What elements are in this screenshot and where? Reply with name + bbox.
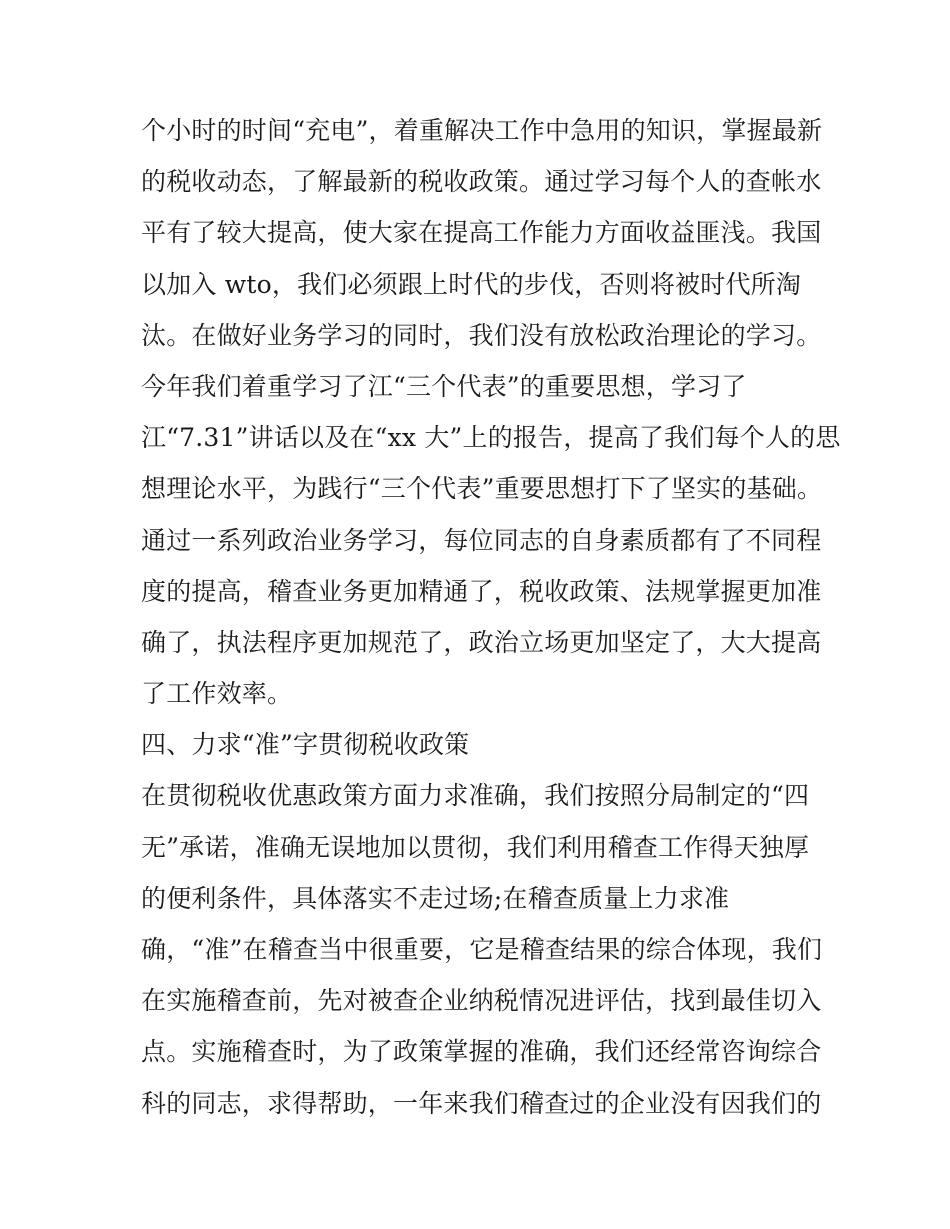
text-line: 以加入 wto，我们必须跟上时代的步伐，否则将被时代所淘 bbox=[141, 269, 802, 299]
text-line: 个小时的时间“充电”，着重解决工作中急用的知识，掌握最新 bbox=[141, 116, 823, 145]
text-line: 江“7.31”讲话以及在“xx 大”上的报告，提高了我们每个人的思 bbox=[141, 423, 841, 453]
text-line: 度的提高，稽查业务更加精通了，税收政策、法规掌握更加准 bbox=[141, 576, 822, 606]
text-line: 通过一系列政治业务学习，每位同志的自身素质都有了不同程 bbox=[141, 525, 822, 555]
text-line: 在贯彻税收优惠政策方面力求准确，我们按照分局制定的“四 bbox=[141, 781, 810, 811]
text-line: 汰。在做好业务学习的同时，我们没有放松政治理论的学习。 bbox=[141, 320, 822, 350]
text-line: 点。实施稽查时，为了政策掌握的准确，我们还经常咨询综合 bbox=[141, 1037, 822, 1067]
text-line: 确了，执法程序更加规范了，政治立场更加坚定了，大大提高 bbox=[141, 627, 822, 657]
text-line: 平有了较大提高，使大家在提高工作能力方面收益匪浅。我国 bbox=[141, 218, 822, 248]
text-line: 无”承诺，准确无误地加以贯彻，我们利用稽查工作得天独厚 bbox=[141, 832, 810, 862]
text-line: 的税收动态，了解最新的税收政策。通过学习每个人的查帐水 bbox=[141, 167, 822, 197]
text-line: 想理论水平，为践行“三个代表”重要思想打下了坚实的基础。 bbox=[141, 474, 823, 504]
text-line: 了工作效率。 bbox=[141, 679, 293, 709]
text-line: 今年我们着重学习了江“三个代表”的重要思想，学习了 bbox=[141, 371, 747, 401]
body-text bbox=[141, 105, 841, 1129]
section-heading: 四、力求“准”字贯彻税收政策 bbox=[141, 730, 470, 760]
text-line: 确，“准”在稽查当中很重要，它是稽查结果的综合体现，我们 bbox=[141, 935, 823, 964]
text-line: 在实施稽查前，先对被查企业纳税情况进评估，找到最佳切入 bbox=[141, 986, 822, 1016]
text-line: 的便利条件，具体落实不走过场;在稽查质量上力求准 bbox=[141, 883, 730, 913]
text-line: 科的同志，求得帮助，一年来我们稽查过的企业没有因我们的 bbox=[141, 1088, 822, 1118]
